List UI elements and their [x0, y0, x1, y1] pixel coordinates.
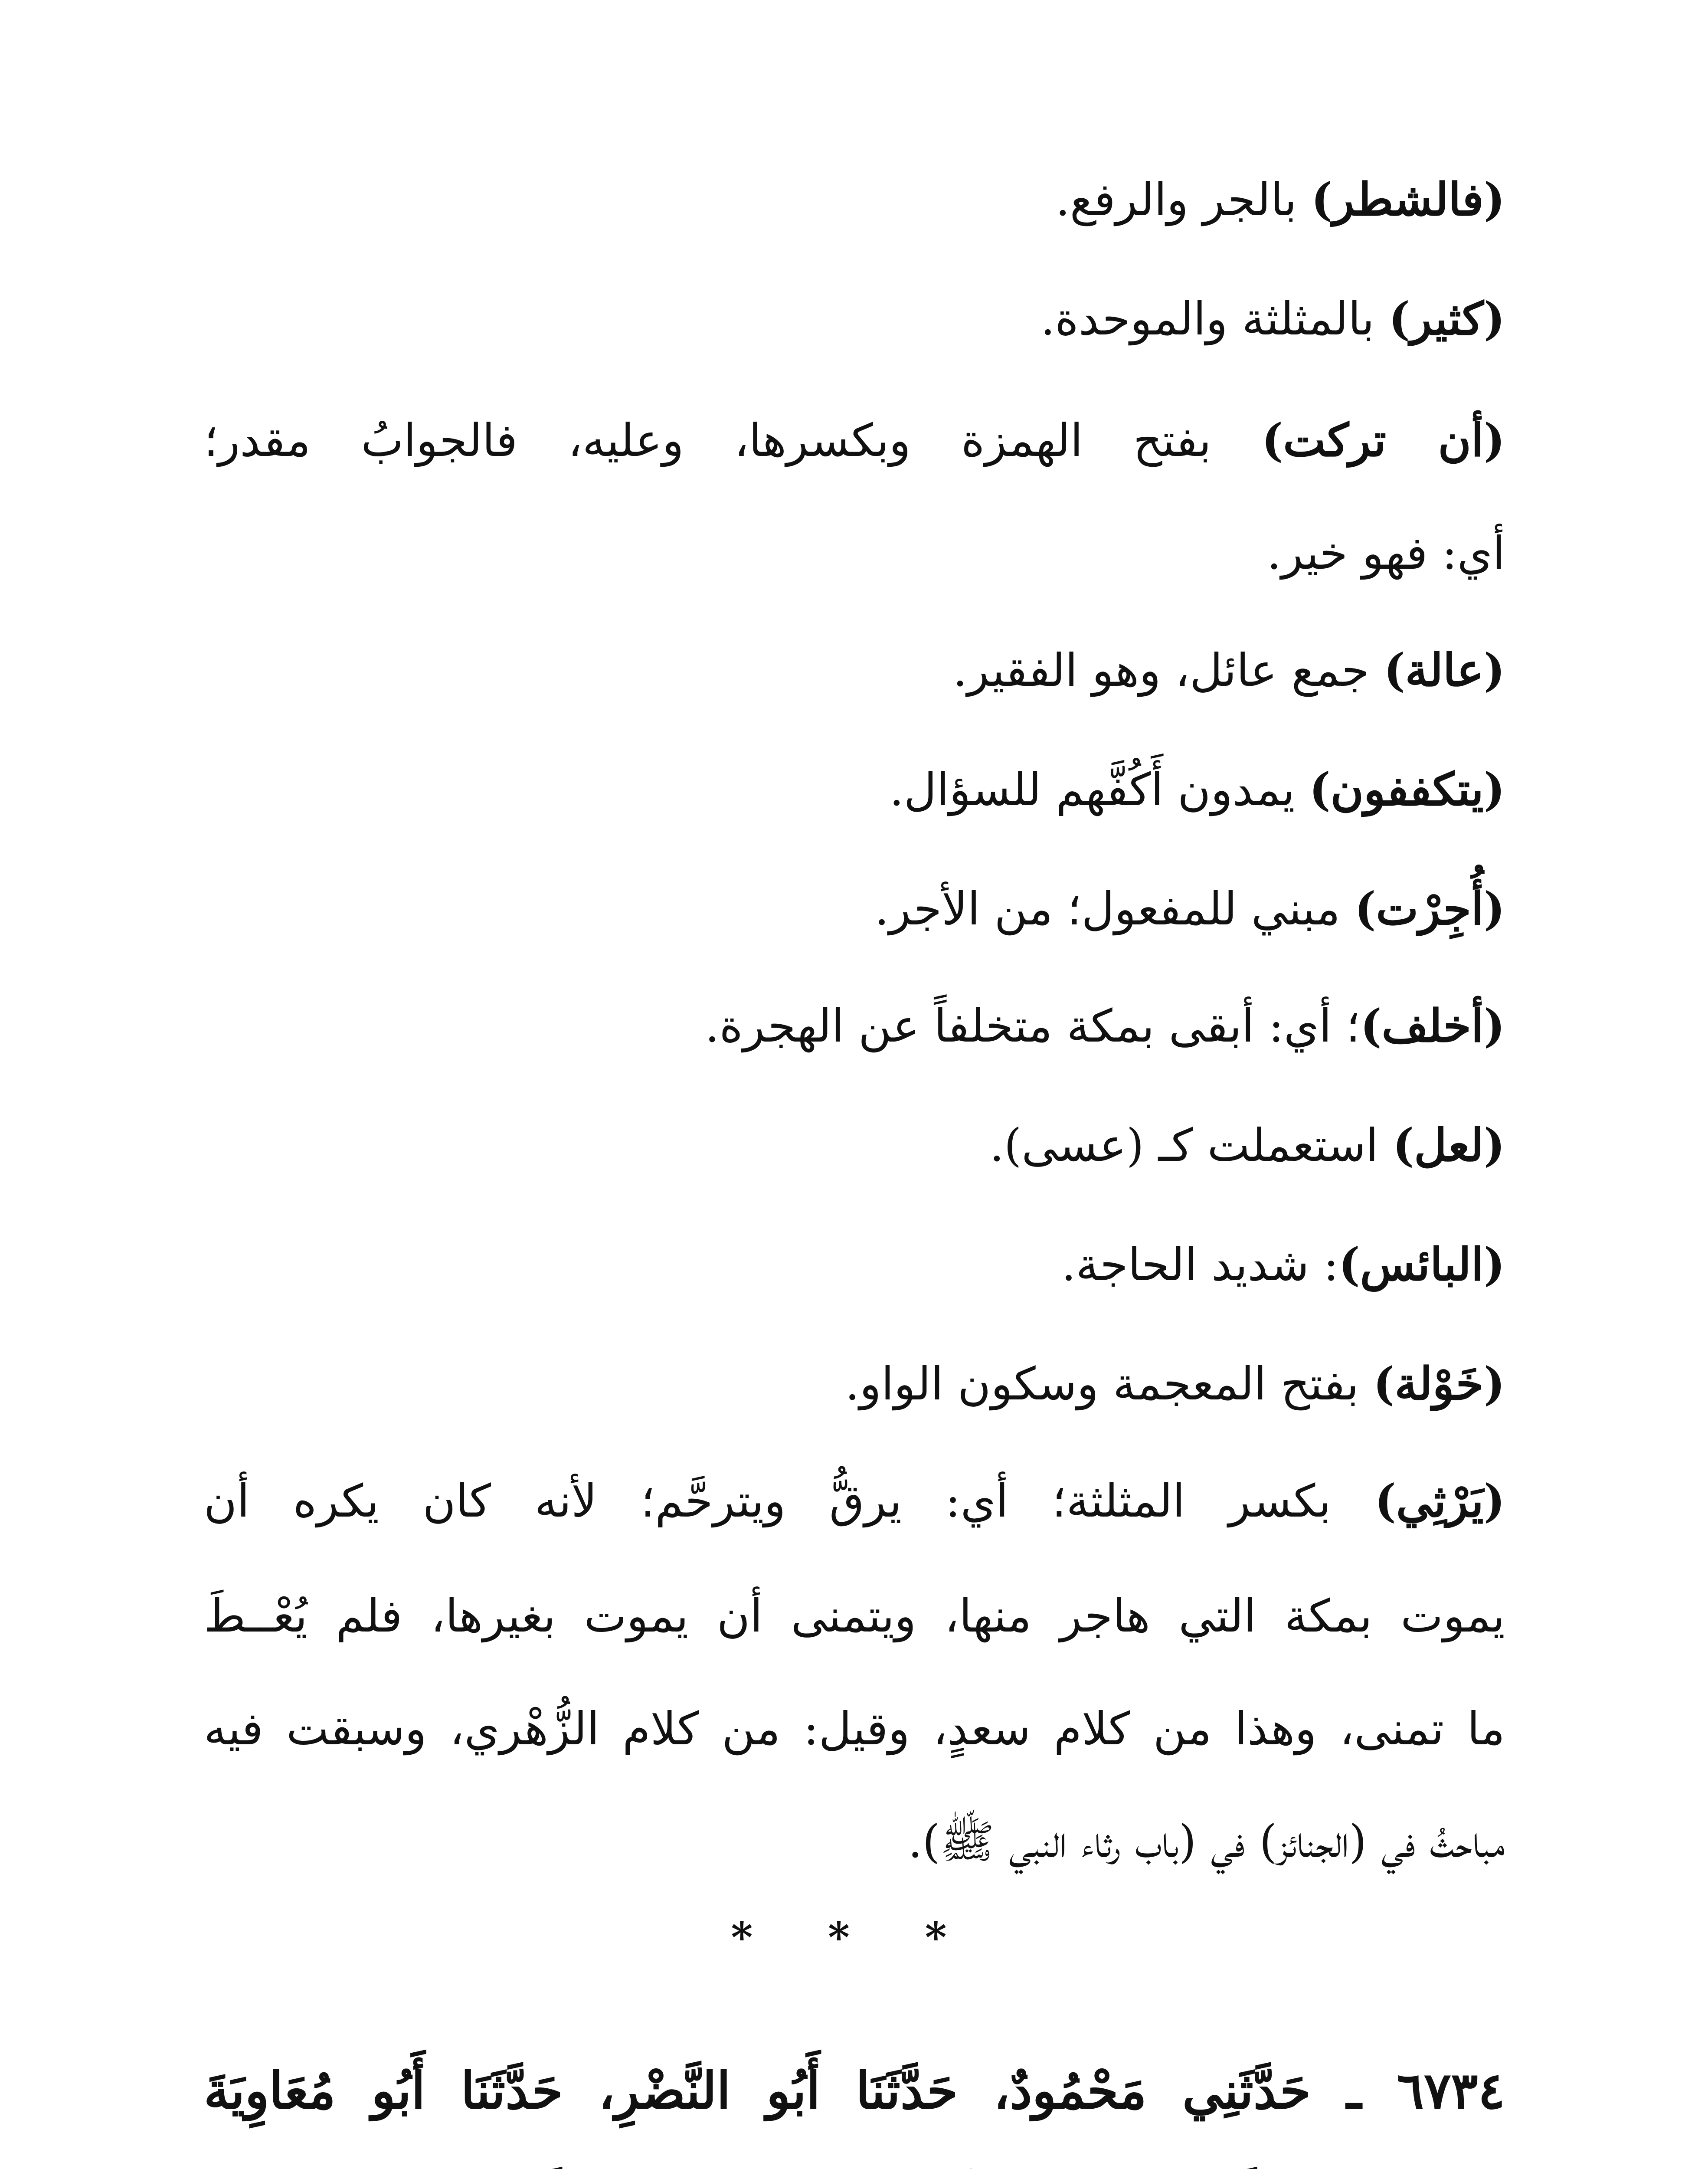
- gloss-term: (يتكففون): [1309, 763, 1505, 816]
- gloss-line: [204, 1809, 1505, 1874]
- gloss-term: (خَوْلة): [1373, 1357, 1505, 1410]
- gloss-term: (عالة): [1384, 643, 1505, 697]
- gloss-line: [204, 408, 1505, 473]
- gloss-term: (فالشطر): [1311, 173, 1505, 226]
- gloss-term: (البائس): [1338, 1238, 1505, 1291]
- gloss-line: [204, 286, 1505, 351]
- gloss-text: بفتح المعجمة وسكون الواو.: [845, 1357, 1374, 1410]
- gloss-text: : شديد الحاجة.: [1061, 1238, 1339, 1291]
- gloss-term: (يَرْثِي): [1374, 1474, 1505, 1527]
- gloss-line: [204, 1232, 1505, 1297]
- gloss-text: بالمثلثة والموحدة.: [1041, 292, 1389, 345]
- gloss-line: [204, 757, 1505, 822]
- gloss-text: ؛ أي: أبقى بمكة متخلفاً عن الهجرة.: [705, 999, 1361, 1052]
- gloss-line: [204, 993, 1505, 1058]
- gloss-term: (أُجِرْت): [1355, 882, 1505, 935]
- gloss-text: جمع عائل، وهو الفقير.: [952, 644, 1384, 697]
- hadith-line: ٦٧٣٤ ـ حَدَّثَنِي مَحْمُودٌ، حَدَّثَنَا أَبُو النَّضْرِ، حَدَّثَنَا أَبُو مُعَاوِيَةَ: [204, 2061, 1505, 2120]
- gloss-line: [204, 876, 1505, 941]
- gloss-line: [204, 1583, 1505, 1648]
- gloss-text: بكسر المثلثة؛ أي: يرقُّ ويترحَّم؛ لأنه كان يكره أن: [204, 1474, 1375, 1527]
- gloss-text: استعملت كـ (عسى).: [989, 1119, 1393, 1172]
- gloss-term: (لعل): [1392, 1118, 1505, 1172]
- gloss-line: [204, 1696, 1505, 1761]
- section-separator: * * *: [731, 1913, 977, 1962]
- gloss-line: [204, 1351, 1505, 1416]
- gloss-text: مباحثُ في (الجنائز) في (باب رثاء النبي ﷺ).: [908, 1815, 1505, 1868]
- gloss-text: بالجر والرفع.: [1055, 173, 1312, 226]
- gloss-line: [204, 1468, 1505, 1533]
- gloss-line: [204, 638, 1505, 703]
- gloss-term: (كثير): [1388, 292, 1505, 345]
- gloss-text: بفتح الهمزة وبكسرها، وعليه، فالجوابُ مقدر؛: [204, 414, 1262, 467]
- gloss-term: (أخلف): [1360, 999, 1505, 1052]
- gloss-text: يموت بمكة التي هاجر منها، ويتمنى أن يموت بغيرها، فلم يُعْــطَ: [204, 1589, 1505, 1642]
- gloss-text: يمدون أَكُفَّهم للسؤال.: [889, 763, 1309, 816]
- gloss-text: ما تمنى، وهذا من كلام سعدٍ، وقيل: من كلام الزُّهْري، وسبقت فيه: [204, 1702, 1505, 1755]
- gloss-line: [204, 167, 1505, 232]
- gloss-line: [204, 1113, 1505, 1178]
- gloss-term: (أن تركت): [1262, 413, 1505, 467]
- gloss-line: [204, 521, 1505, 586]
- gloss-text: أي: فهو خير.: [1267, 527, 1505, 580]
- gloss-text: مبني للمفعول؛ من الأجر.: [874, 882, 1355, 935]
